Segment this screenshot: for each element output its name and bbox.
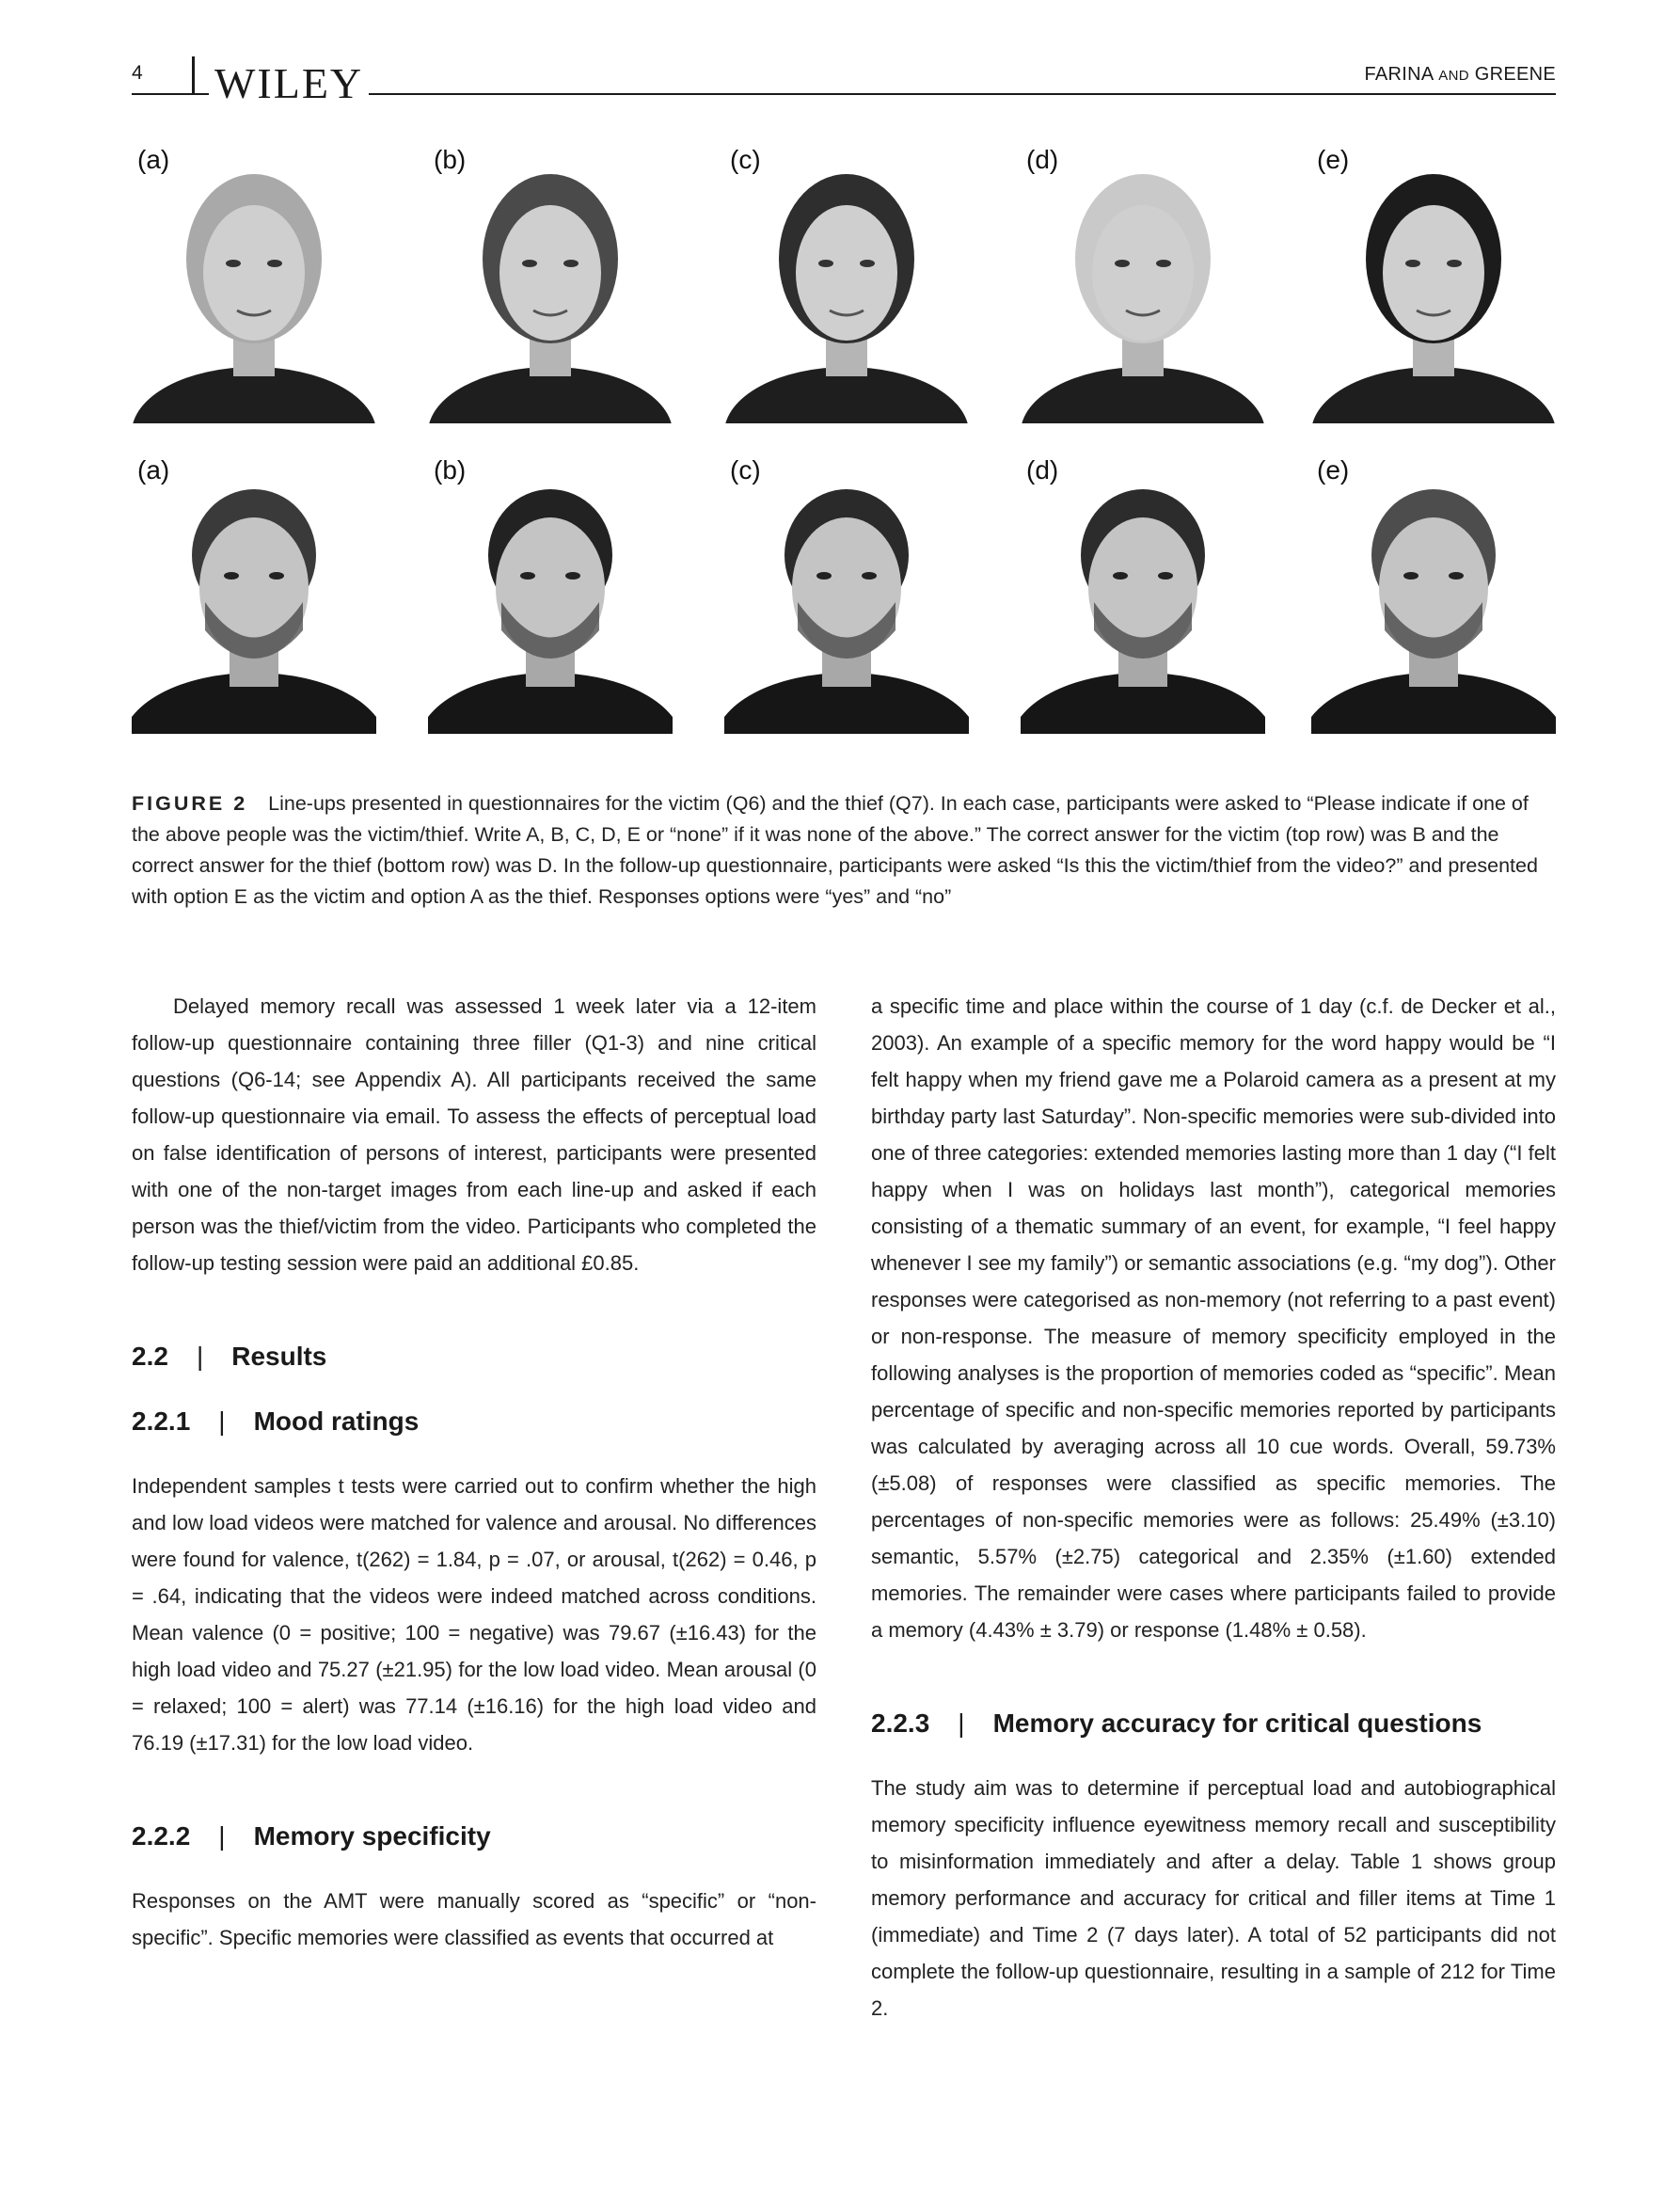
body-paragraph: Delayed memory recall was assessed 1 week later via a 12-item follow-up questionnaire containing three filler (Q1-3) and nine critical questions (Q6-14; see Appendix A). All participants received the same follow-up questionnaire via email. To assess the effects of perceptual load on false identification of persons of interest, participants were presented with one of the non-target images from each line-up and asked if each person was the thief/victim from the video. Participants who completed the follow-up testing session were paid an additional £0.85.: [132, 994, 816, 1275]
panel-label: (b): [434, 455, 467, 485]
section-separator: |: [218, 1821, 226, 1851]
section-number: 2.2: [132, 1342, 168, 1371]
figure-2: [132, 141, 1556, 762]
thief-panel: [428, 452, 673, 734]
left-column: [132, 988, 816, 1956]
section-title: Memory specificity: [253, 1821, 491, 1851]
victim-lineup-row: [132, 141, 1556, 423]
thief-panel: [132, 452, 376, 734]
victim-panel: [1021, 141, 1265, 423]
panel-label: (e): [1317, 455, 1350, 485]
header-divider: [192, 56, 195, 94]
thief-lineup-row: [132, 452, 1556, 734]
panel-label: (c): [730, 455, 761, 485]
portrait-image: [428, 452, 673, 734]
section-title: Mood ratings: [253, 1406, 420, 1436]
author-first: FARINA: [1364, 64, 1434, 85]
section-title: Results: [231, 1342, 327, 1371]
section-number: 2.2.1: [132, 1406, 191, 1436]
portrait-image: [132, 141, 376, 423]
section-number: 2.2.2: [132, 1821, 191, 1851]
thief-panel: [1021, 452, 1265, 734]
publisher-logo: WILEY: [209, 62, 369, 105]
section-number: 2.2.3: [871, 1708, 930, 1738]
portrait-image: [132, 452, 376, 734]
portrait-image: [1311, 452, 1556, 734]
figure-caption-text: Line-ups presented in questionnaires for the victim (Q6) and the thief (Q7). In each case, participants were asked to “Please indicate if one of the above people was the victim/thief. Write A, B, C, D, E or “none” if it was none of the above.” The correct answer for the victim (top row) was B and the correct answer for the thief (bottom row) was D. In the follow-up questionnaire, participants were asked “Is this the victim/thief from the video?” and presented with option E as the victim and option A as the thief. Responses options were “yes” and “no”: [132, 792, 1538, 908]
body-paragraph: a specific time and place within the course of 1 day (c.f. de Decker et al., 2003). An example of a specific memory for the word happy would be “I felt happy when my friend gave me a Polaroid camera as a present at my birthday party last Saturday”. Non-specific memories were sub-divided into one of three categories: extended memories lasting more than 1 day (“I felt happy when I was on holidays last month”), categorical memories consisting of a thematic summary of an event, for example, “I feel happy whenever I see my family”) or semantic associations (e.g. “my dog”). Other responses were categorised as non-memory (not referring to a past event) or non-response. The measure of memory specificity employed in the following analyses is the proportion of memories coded as “specific”. Mean percentage of specific and non-specific memories reported by participants was calculated by averaging across all 10 cue words. Overall, 59.73% (±5.08) of responses were classified as specific memories. The percentages of non-specific memories were as follows: 25.49% (±3.10) semantic, 5.57% (±2.75) categorical and 2.35% (±1.60) extended memories. The remainder were cases where participants failed to provide a memory (4.43% ± 3.79) or response (1.48% ± 0.58).: [871, 994, 1556, 1642]
panel-label: (d): [1026, 145, 1059, 174]
section-heading: [132, 1338, 816, 1375]
thief-panel: [1311, 452, 1556, 734]
right-column: [871, 988, 1556, 2026]
figure-caption-label: FIGURE 2: [132, 792, 248, 815]
section-separator: |: [218, 1406, 226, 1436]
author-last: GREENE: [1474, 64, 1556, 85]
portrait-image: [724, 141, 969, 423]
running-head-authors: [1365, 64, 1557, 86]
body-paragraph: Independent samples t tests were carried out to confirm whether the high and low load videos were matched for valence and arousal. No differences were found for valence, t(262) = 1.84, p = .07, or arousal, t(262) = 0.46, p = .64, indicating that the videos were indeed matched across conditions. Mean valence (0 = positive; 100 = negative) was 79.67 (±16.43) for the high load video and 75.27 (±21.95) for the low load video. Mean arousal (0 = relaxed; 100 = alert) was 77.14 (±16.16) for the high load video and 76.19 (±17.31) for the low load video.: [132, 1474, 816, 1755]
panel-label: (a): [137, 455, 170, 485]
portrait-image: [1021, 452, 1265, 734]
panel-label: (d): [1026, 455, 1059, 485]
body-paragraph: The study aim was to determine if perceptual load and autobiographical memory specificity influence eyewitness memory recall and susceptibility to misinformation immediately and after a delay. Table 1 shows group memory performance and accuracy for critical and filler items at Time 1 (immediate) and Time 2 (7 days later). A total of 52 participants did not complete the follow-up questionnaire, resulting in a sample of 212 for Time 2.: [871, 1776, 1556, 2020]
subsection-heading: [871, 1705, 1556, 1741]
section-separator: |: [958, 1708, 965, 1738]
body-paragraph: Responses on the AMT were manually scored as “specific” or “non-specific”. Specific memories were classified as events that occurred at: [132, 1889, 816, 1949]
victim-panel: [724, 141, 969, 423]
author-and: AND: [1438, 68, 1469, 84]
thief-panel: [724, 452, 969, 734]
panel-label: (e): [1317, 145, 1350, 174]
panel-label: (a): [137, 145, 170, 174]
section-title: Memory accuracy for critical questions: [992, 1708, 1482, 1738]
figure-caption: [132, 788, 1556, 913]
victim-panel: [428, 141, 673, 423]
portrait-image: [724, 452, 969, 734]
subsection-heading: [132, 1818, 816, 1854]
portrait-image: [428, 141, 673, 423]
portrait-image: [1311, 141, 1556, 423]
victim-panel: [132, 141, 376, 423]
portrait-image: [1021, 141, 1265, 423]
panel-label: (c): [730, 145, 761, 174]
panel-label: (b): [434, 145, 467, 174]
section-separator: |: [196, 1342, 204, 1371]
page-number: 4: [132, 62, 143, 84]
victim-panel: [1311, 141, 1556, 423]
subsection-heading: [132, 1403, 816, 1439]
